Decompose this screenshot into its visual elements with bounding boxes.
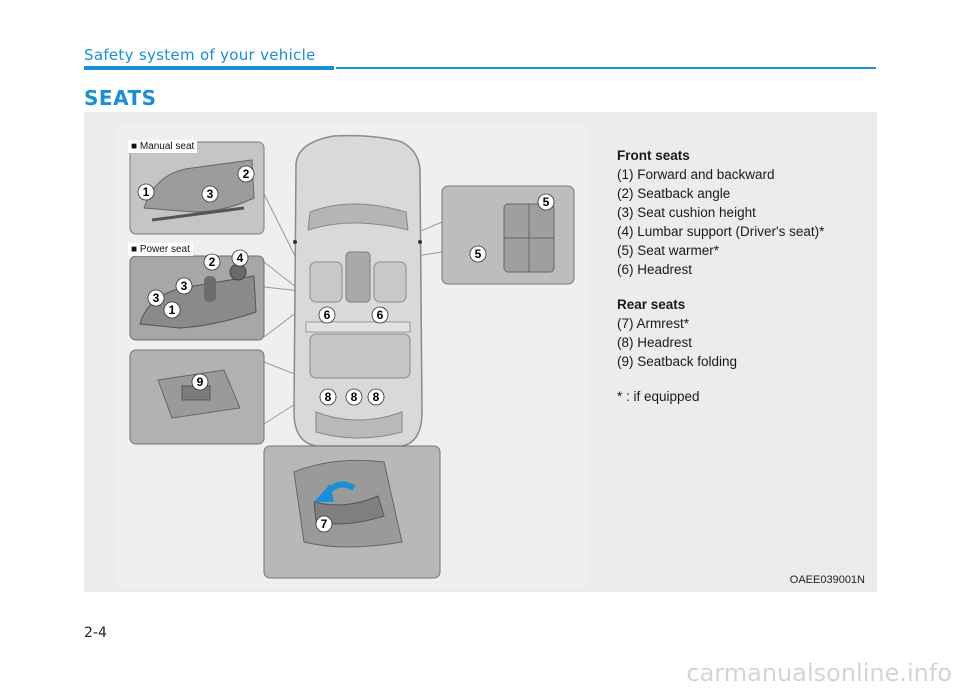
callout-1-manual bbox=[138, 184, 154, 200]
callout-2-power bbox=[204, 254, 220, 270]
callout-9 bbox=[192, 374, 208, 390]
callout-5-bottom bbox=[470, 246, 486, 262]
callout-2-manual bbox=[238, 166, 254, 182]
svg-text:1: 1 bbox=[142, 185, 150, 199]
legend-gap bbox=[617, 371, 824, 387]
callout-7 bbox=[316, 516, 332, 532]
front-seats-heading: Front seats bbox=[617, 148, 690, 163]
callout-3-power-b bbox=[148, 290, 164, 306]
callout-4-power bbox=[232, 250, 248, 266]
svg-text:5: 5 bbox=[542, 195, 550, 209]
seats-figure bbox=[84, 112, 877, 592]
page-number: 2-4 bbox=[84, 625, 107, 641]
svg-text:6: 6 bbox=[376, 308, 384, 322]
svg-text:5: 5 bbox=[474, 247, 482, 261]
legend-item: (3) Seat cushion height bbox=[617, 205, 756, 220]
svg-text:3: 3 bbox=[206, 187, 214, 201]
svg-text:8: 8 bbox=[350, 390, 358, 404]
seatback-folding-panel bbox=[130, 350, 264, 444]
legend-item: (4) Lumbar support (Driver's seat)* bbox=[617, 224, 825, 239]
legend-item: (1) Forward and backward bbox=[617, 167, 775, 182]
header-rule-thick bbox=[84, 66, 334, 70]
section-header: Safety system of your vehicle bbox=[84, 46, 316, 64]
header-rule-thin bbox=[336, 67, 876, 69]
callout-1-power bbox=[164, 302, 180, 318]
legend-item: (2) Seatback angle bbox=[617, 186, 731, 201]
svg-text:3: 3 bbox=[152, 291, 160, 305]
watermark: carmanualsonline.info bbox=[686, 659, 952, 687]
legend-item: (5) Seat warmer* bbox=[617, 243, 720, 258]
legend-gap bbox=[617, 279, 824, 295]
rear-armrest-panel bbox=[264, 446, 440, 578]
seat-legend bbox=[617, 146, 824, 406]
svg-text:8: 8 bbox=[372, 390, 380, 404]
svg-text:1: 1 bbox=[168, 303, 176, 317]
callout-8-center bbox=[346, 389, 362, 405]
svg-text:2: 2 bbox=[208, 255, 216, 269]
svg-text:7: 7 bbox=[320, 517, 328, 531]
svg-text:2: 2 bbox=[242, 167, 250, 181]
svg-text:4: 4 bbox=[236, 251, 244, 265]
rear-seats-heading: Rear seats bbox=[617, 297, 686, 312]
figure-code: OAEE039001N bbox=[789, 574, 865, 586]
legend-footnote: * : if equipped bbox=[617, 389, 700, 404]
callout-8-left bbox=[320, 389, 336, 405]
svg-text:9: 9 bbox=[196, 375, 204, 389]
callout-3-manual bbox=[202, 186, 218, 202]
page-title: SEATS bbox=[84, 86, 157, 110]
legend-item: (6) Headrest bbox=[617, 262, 693, 277]
callout-3-power-a bbox=[176, 278, 192, 294]
callout-6-left bbox=[319, 307, 335, 323]
callout-8-right bbox=[368, 389, 384, 405]
callout-5-top bbox=[538, 194, 554, 210]
svg-text:6: 6 bbox=[323, 308, 331, 322]
svg-text:8: 8 bbox=[324, 390, 332, 404]
legend-item: (8) Headrest bbox=[617, 335, 693, 350]
legend-item: (9) Seatback folding bbox=[617, 354, 738, 369]
legend-item: (7) Armrest* bbox=[617, 316, 690, 331]
manual-seat-label: ■ Manual seat bbox=[128, 140, 197, 153]
power-seat-label: ■ Power seat bbox=[128, 243, 193, 256]
callout-6-right bbox=[372, 307, 388, 323]
svg-text:3: 3 bbox=[180, 279, 188, 293]
